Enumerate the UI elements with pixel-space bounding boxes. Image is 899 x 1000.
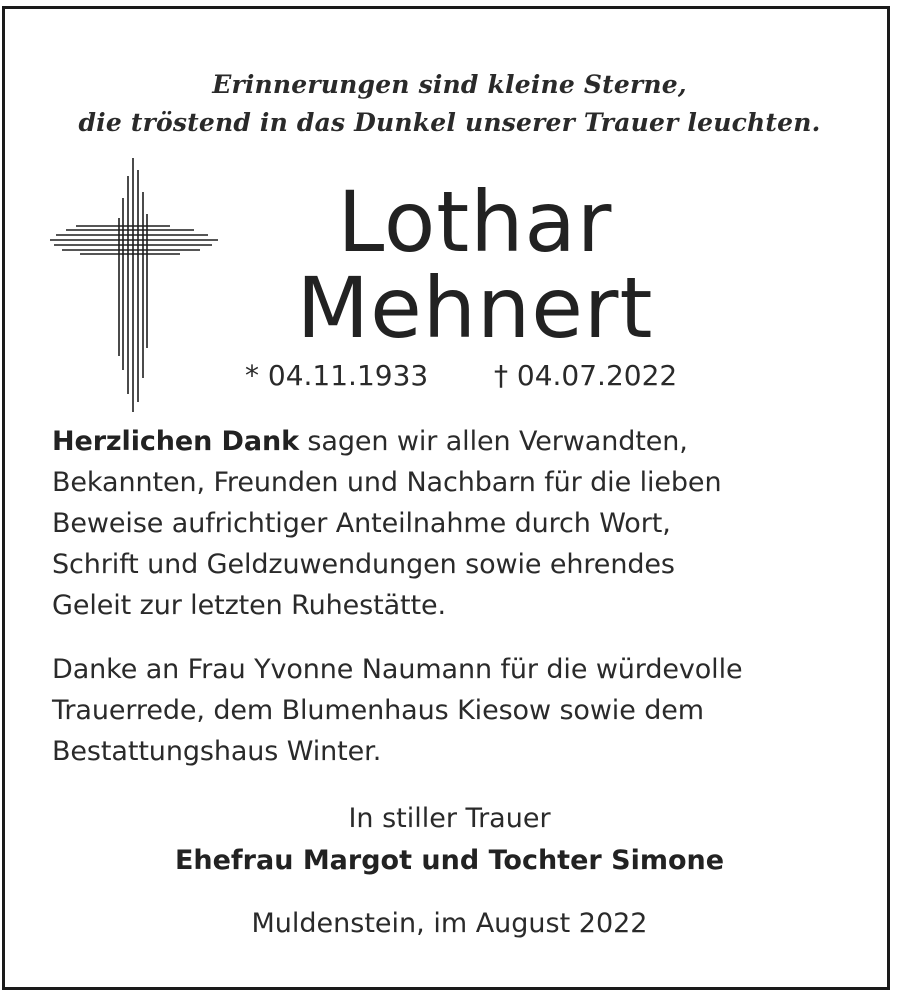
life-dates: [0, 354, 899, 398]
acknowledgement-line-3: Bestattungshaus Winter.: [52, 736, 382, 767]
acknowledgement-line-1: Danke an Frau Yvonne Naumann für die würdevolle: [52, 654, 743, 685]
thanks-paragraph: [52, 421, 872, 626]
birth-date: * 04.11.1933: [245, 359, 429, 392]
thanks-line-1: [52, 421, 872, 462]
thanks-line-2: Bekannten, Freunden und Nachbarn für die lieben: [52, 467, 722, 498]
quote-line-1: Erinnerungen sind kleine Sterne,: [212, 70, 687, 99]
acknowledgement-paragraph: [52, 649, 872, 772]
acknowledgement-line-2: Trauerrede, dem Blumenhaus Kiesow sowie dem: [52, 695, 704, 726]
deceased-last-name: Mehnert: [296, 259, 654, 357]
thanks-line-4: Schrift und Geldzuwendungen sowie ehrendes: [52, 549, 675, 580]
thanks-line-1-rest: sagen wir allen Verwandten,: [298, 426, 688, 457]
thanks-lead: Herzlichen Dank: [52, 426, 299, 457]
memorial-quote: [0, 66, 899, 142]
signers: Ehefrau Margot und Tochter Simone: [174, 845, 725, 876]
quote-line-2: die tröstend in das Dunkel unserer Trauer leuchten.: [78, 108, 821, 137]
thanks-line-3: Beweise aufrichtiger Anteilnahme durch Wort,: [52, 508, 671, 539]
death-date: † 04.07.2022: [494, 359, 678, 392]
deceased-first-name: Lothar: [337, 173, 613, 271]
thanks-line-5: Geleit zur letzten Ruhestätte.: [52, 590, 446, 621]
in-mourning-label: In stiller Trauer: [348, 803, 551, 834]
place-date: Muldenstein, im August 2022: [251, 908, 648, 939]
